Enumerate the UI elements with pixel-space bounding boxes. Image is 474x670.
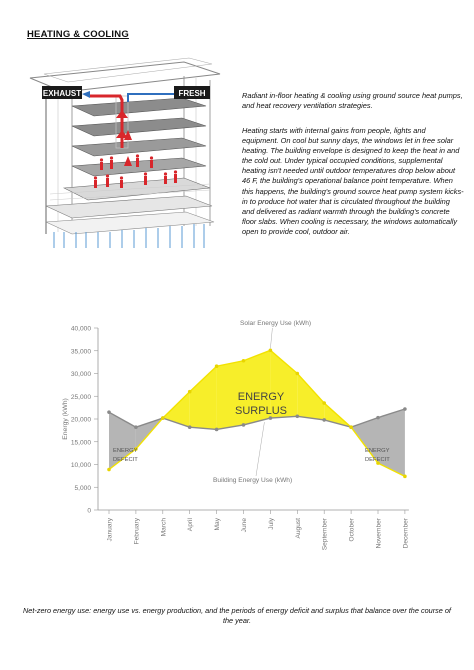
y-tick-label: 10,000: [70, 462, 91, 469]
paragraph-intro: Radiant in-floor heating & cooling using ground source heat pumps, and heat recovery ventilation strategies.: [242, 91, 463, 111]
page-title: HEATING & COOLING: [27, 29, 129, 40]
building-point: [215, 428, 219, 432]
area-segment: [163, 392, 190, 427]
x-tick-label: August: [294, 518, 302, 539]
solar-point: [107, 468, 111, 472]
y-tick-label: 35,000: [70, 348, 91, 356]
solar-point: [296, 372, 300, 376]
building-point: [134, 425, 138, 429]
solar-point: [215, 364, 219, 368]
deficit-annotation-right: DEFECIT: [365, 457, 390, 463]
solar-point: [269, 348, 273, 352]
x-tick-label: March: [160, 518, 168, 537]
deficit-annotation-right: ENERGY: [365, 448, 390, 454]
building-point: [403, 407, 407, 411]
deficit-annotation-left: DEFECIT: [113, 457, 138, 463]
solar-point: [188, 390, 192, 394]
solar-point: [349, 425, 353, 429]
x-tick-label: July: [267, 518, 275, 530]
x-tick-label: May: [214, 518, 222, 531]
y-tick-label: 15,000: [70, 439, 91, 447]
floor-slab: [72, 138, 206, 156]
y-tick-label: 5,000: [74, 484, 91, 492]
y-tick-label: 0: [87, 507, 91, 515]
x-tick-label: April: [187, 518, 195, 532]
solar-point: [242, 359, 246, 363]
building-point: [296, 414, 300, 418]
building-point: [376, 416, 380, 420]
solar-point: [161, 416, 165, 420]
deficit-annotation-left: ENERGY: [113, 448, 138, 454]
building-section-diagram: [24, 56, 236, 248]
x-tick-label: December: [402, 518, 410, 549]
floor-slab: [72, 118, 206, 136]
y-tick-label: 40,000: [70, 325, 91, 333]
solar-point: [322, 401, 326, 405]
building-leader-line: [256, 422, 264, 476]
x-tick-label: June: [241, 518, 248, 533]
energy-chart: [58, 312, 420, 582]
building-point: [242, 423, 246, 427]
paragraph-heating: Heating starts with internal gains from people, lights and equipment. On cool but sunny days, the windows let in free solar heating. The building envelope is designed to keep the heat in and the cold out. Under typical occupied conditions, supplemental heating isn't needed until outdoor temperatures drop below about 46 F, the building's operational balance point temperature. When this happens, the building's ground source heat pump system kicks-in to produce hot water that is circulated throughout the building and delivered as radiant warmth through the building's concrete floor slabs. When cooling is necessary, the windows automatically open to provide cool, outdoor air.: [242, 126, 464, 236]
x-tick-label: February: [133, 518, 141, 545]
solar-leader-line: [270, 328, 272, 348]
area-segment: [190, 366, 217, 429]
body-text: [242, 91, 464, 252]
solar-point: [403, 475, 407, 479]
surplus-annotation: ENERGY: [237, 391, 285, 403]
y-tick-label: 20,000: [70, 416, 91, 424]
building-series-label: Building Energy Use (kWh): [213, 477, 293, 484]
area-segment: [378, 409, 405, 476]
y-tick-label: 25,000: [70, 393, 91, 401]
x-tick-label: September: [321, 518, 329, 551]
figure-caption: Net-zero energy use: energy use vs. energy production, and the periods of energy deficit and surplus that balance over the course of the year.: [23, 606, 451, 625]
floor-slab: [72, 98, 206, 116]
y-tick-label: 30,000: [70, 371, 91, 378]
x-tick-label: November: [375, 518, 383, 549]
x-tick-label: January: [106, 518, 114, 542]
exhaust-label: EXHAUST: [42, 89, 82, 98]
area-segment: [297, 374, 324, 420]
surplus-annotation: SURPLUS: [235, 405, 287, 417]
fresh-label: FRESH: [178, 89, 206, 98]
x-tick-label: October: [348, 518, 356, 542]
building-point: [188, 425, 192, 429]
building-point: [322, 418, 326, 422]
solar-series-label: Solar Energy Use (kWh): [240, 320, 312, 327]
building-point: [107, 410, 111, 414]
y-axis-label: Energy (kWh): [62, 398, 69, 440]
